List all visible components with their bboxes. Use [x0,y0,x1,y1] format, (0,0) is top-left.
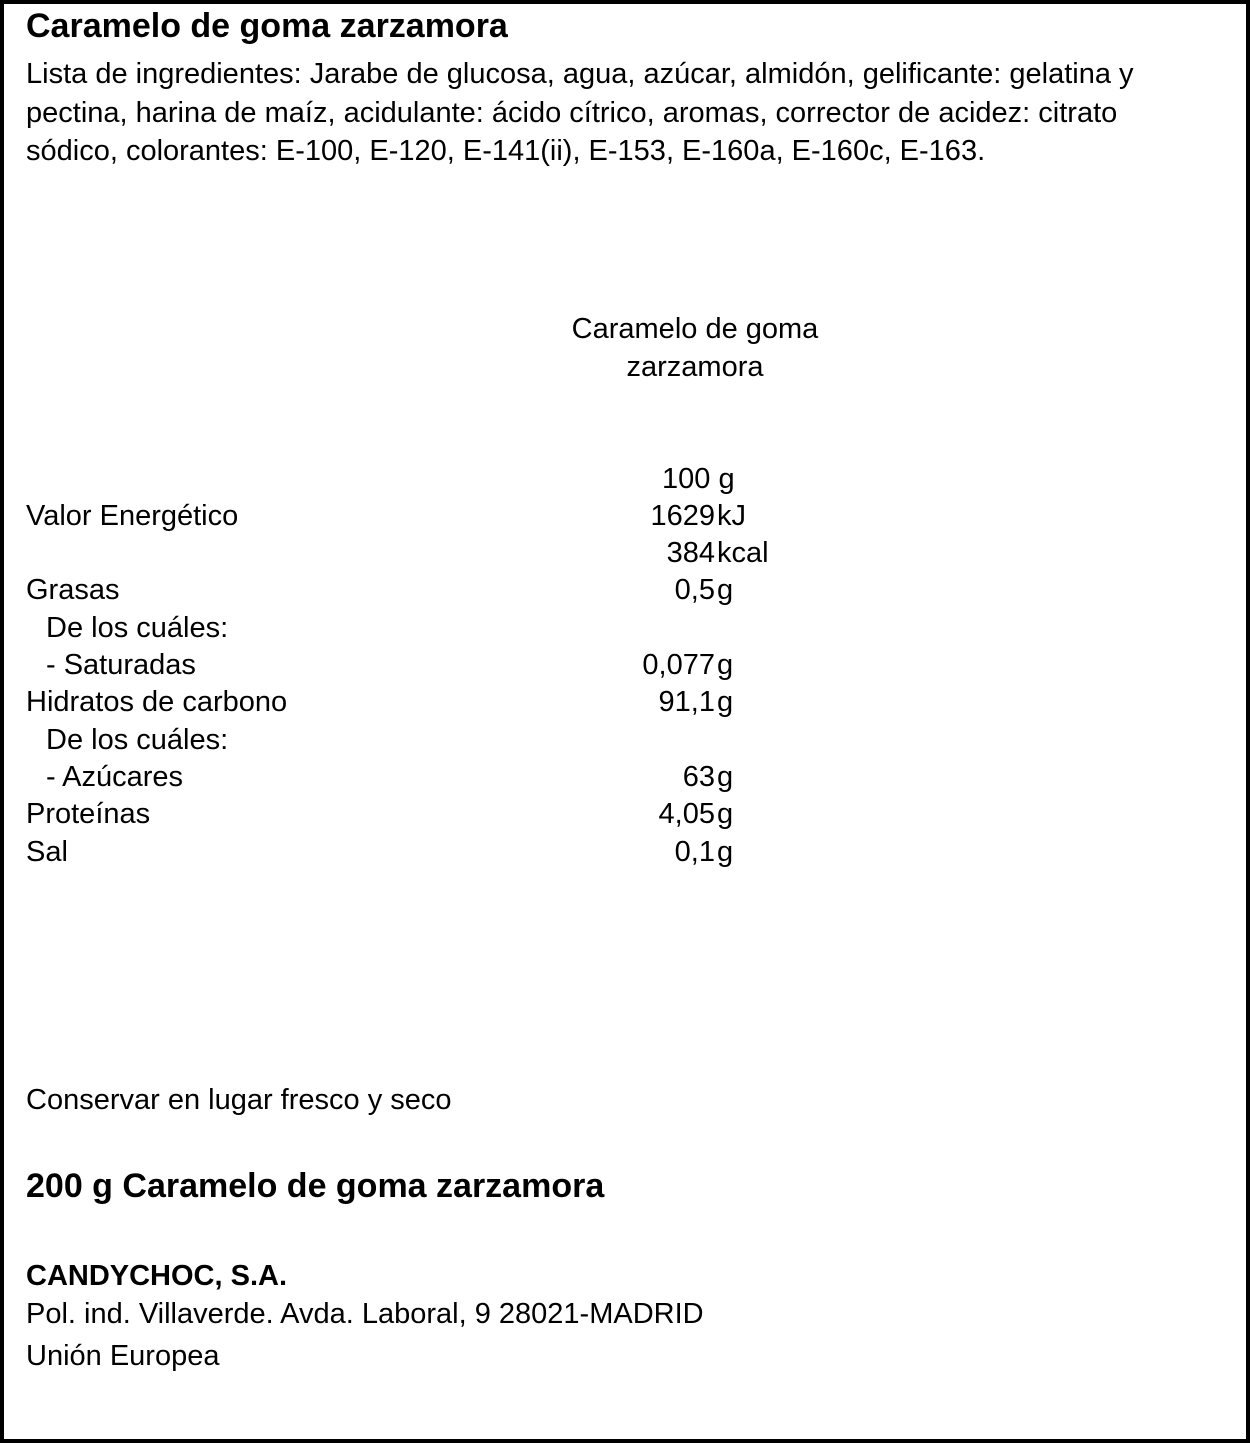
nutrition-row-unit: g [717,686,734,718]
nutrition-per-quantity: 100 g [662,463,735,495]
product-title: Caramelo de goma zarzamora [26,7,508,45]
nutrition-row-label: - Azúcares [46,761,183,793]
nutrition-row-value: 384 [666,537,715,569]
nutrition-row-unit: g [717,761,734,793]
nutrition-row-value: 4,05 [658,798,715,830]
nutrition-row-unit: g [717,798,734,830]
nutrition-row-value: 63 [682,761,715,793]
company-name: CANDYCHOC, S.A. [26,1260,288,1292]
company-address: Pol. ind. Villaverde. Avda. Laboral, 9 28021-MADRID [26,1298,704,1330]
nutrition-row-label: - Saturadas [46,649,196,681]
nutrition-row-unit: g [717,574,734,606]
nutrition-row-label: De los cuáles: [46,612,229,644]
nutrition-row-value: 1629 [650,500,715,532]
nutrition-row-value: 0,1 [674,836,715,868]
nutrition-row-label: De los cuáles: [46,724,229,756]
nutrition-row-label: Grasas [26,574,120,606]
nutrition-row-unit: kJ [717,500,746,532]
nutrition-row-value: 91,1 [658,686,715,718]
nutrition-row-label: Hidratos de carbono [26,686,288,718]
storage-instructions: Conservar en lugar fresco y seco [26,1084,452,1116]
net-content: 200 g Caramelo de goma zarzamora [26,1167,605,1205]
nutrition-row-label: Sal [26,836,68,868]
company-region: Unión Europea [26,1340,220,1372]
nutrition-column-header: Caramelo de goma zarzamora [571,313,819,383]
nutrition-row-value: 0,5 [674,574,715,606]
nutrition-row-unit: g [717,649,734,681]
nutrition-row-unit: kcal [717,537,769,569]
nutrition-row-label: Valor Energético [26,500,239,532]
nutrition-row-unit: g [717,836,734,868]
nutrition-row-value: 0,077 [642,649,715,681]
nutrition-row-label: Proteínas [26,798,151,830]
ingredients-list: Lista de ingredientes: Jarabe de glucosa, agua, azúcar, almidón, gelificante: gelatina y pectina, harina de maíz, acidulante: ácido cítrico, aromas, corrector de acidez: citrato sódico, colorantes: E-100, E-120, E-141(ii), E-153, E-160a, E-160c, E-163. [26,58,1134,168]
